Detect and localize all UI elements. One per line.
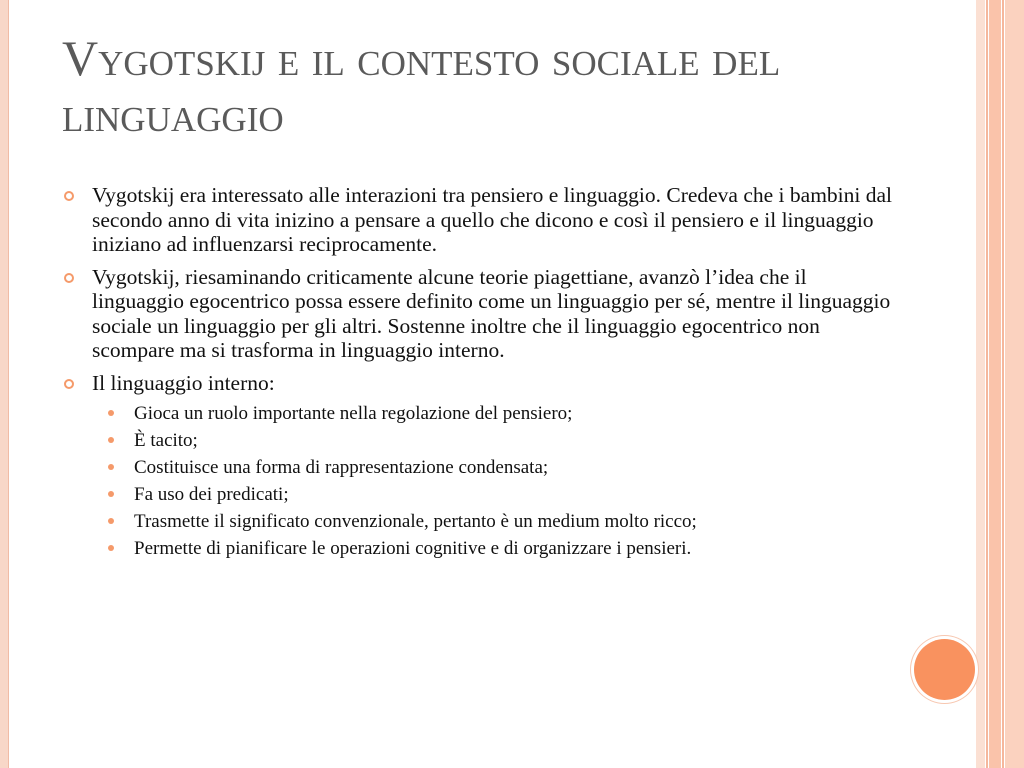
sub-bullet-item <box>92 403 892 424</box>
slide-content <box>62 183 892 567</box>
filled-dot-bullet-icon <box>108 491 114 497</box>
bullet-item <box>62 265 892 363</box>
bullet-item <box>62 371 892 560</box>
sub-bullet-item <box>92 484 892 505</box>
stripe <box>1002 0 1004 768</box>
stripe <box>986 0 988 768</box>
left-border-line <box>8 0 9 768</box>
sub-bullet-text: Fa uso dei predicati; <box>134 484 289 505</box>
sub-bullet-text: Gioca un ruolo importante nella regolazione del pensiero; <box>134 403 573 424</box>
bullet-list <box>62 183 892 559</box>
sub-bullet-list <box>92 403 892 559</box>
slide-title: Vygotskij e il contesto sociale del linguaggio <box>62 30 781 142</box>
bullet-item <box>62 183 892 257</box>
filled-dot-bullet-icon <box>108 437 114 443</box>
sub-bullet-item <box>92 538 892 559</box>
sub-bullet-item <box>92 511 892 532</box>
bullet-text: Vygotskij era interessato alle interazioni tra pensiero e linguaggio. Credeva che i bambini dal secondo anno di vita inizino a pensare a quello che dicono e così il pensiero e il linguaggio iniziano ad influenzarsi reciprocamente. <box>92 183 893 256</box>
filled-dot-bullet-icon <box>108 545 114 551</box>
orange-circle-icon <box>914 639 975 700</box>
left-border-decoration <box>0 0 8 768</box>
sub-bullet-text: Permette di pianificare le operazioni cognitive e di organizzare i pensieri. <box>134 538 692 559</box>
sub-bullet-text: Trasmette il significato convenzionale, pertanto è un medium molto ricco; <box>134 511 697 532</box>
stripe <box>989 0 1001 768</box>
filled-dot-bullet-icon <box>108 518 114 524</box>
bullet-text: Vygotskij, riesaminando criticamente alcune teorie piagettiane, avanzò l’idea che il linguaggio egocentrico possa essere definito come un linguaggio per sé, mentre il linguaggio sociale un linguaggio per gli altri. Sostenne inoltre che il linguaggio egocentrico non scompare ma si trasforma in linguaggio interno. <box>92 264 891 362</box>
sub-bullet-item <box>92 430 892 451</box>
sub-bullet-text: Costituisce una forma di rappresentazione condensata; <box>134 457 549 478</box>
right-stripes-decoration <box>976 0 1024 768</box>
filled-dot-bullet-icon <box>108 410 114 416</box>
hollow-circle-bullet-icon <box>64 379 74 389</box>
stripe <box>1005 0 1024 768</box>
hollow-circle-bullet-icon <box>64 273 74 283</box>
sub-bullet-item <box>92 457 892 478</box>
filled-dot-bullet-icon <box>108 464 114 470</box>
bullet-text: Il linguaggio interno: <box>92 370 275 395</box>
sub-bullet-text: È tacito; <box>134 430 198 451</box>
hollow-circle-bullet-icon <box>64 191 74 201</box>
stripe <box>976 0 985 768</box>
